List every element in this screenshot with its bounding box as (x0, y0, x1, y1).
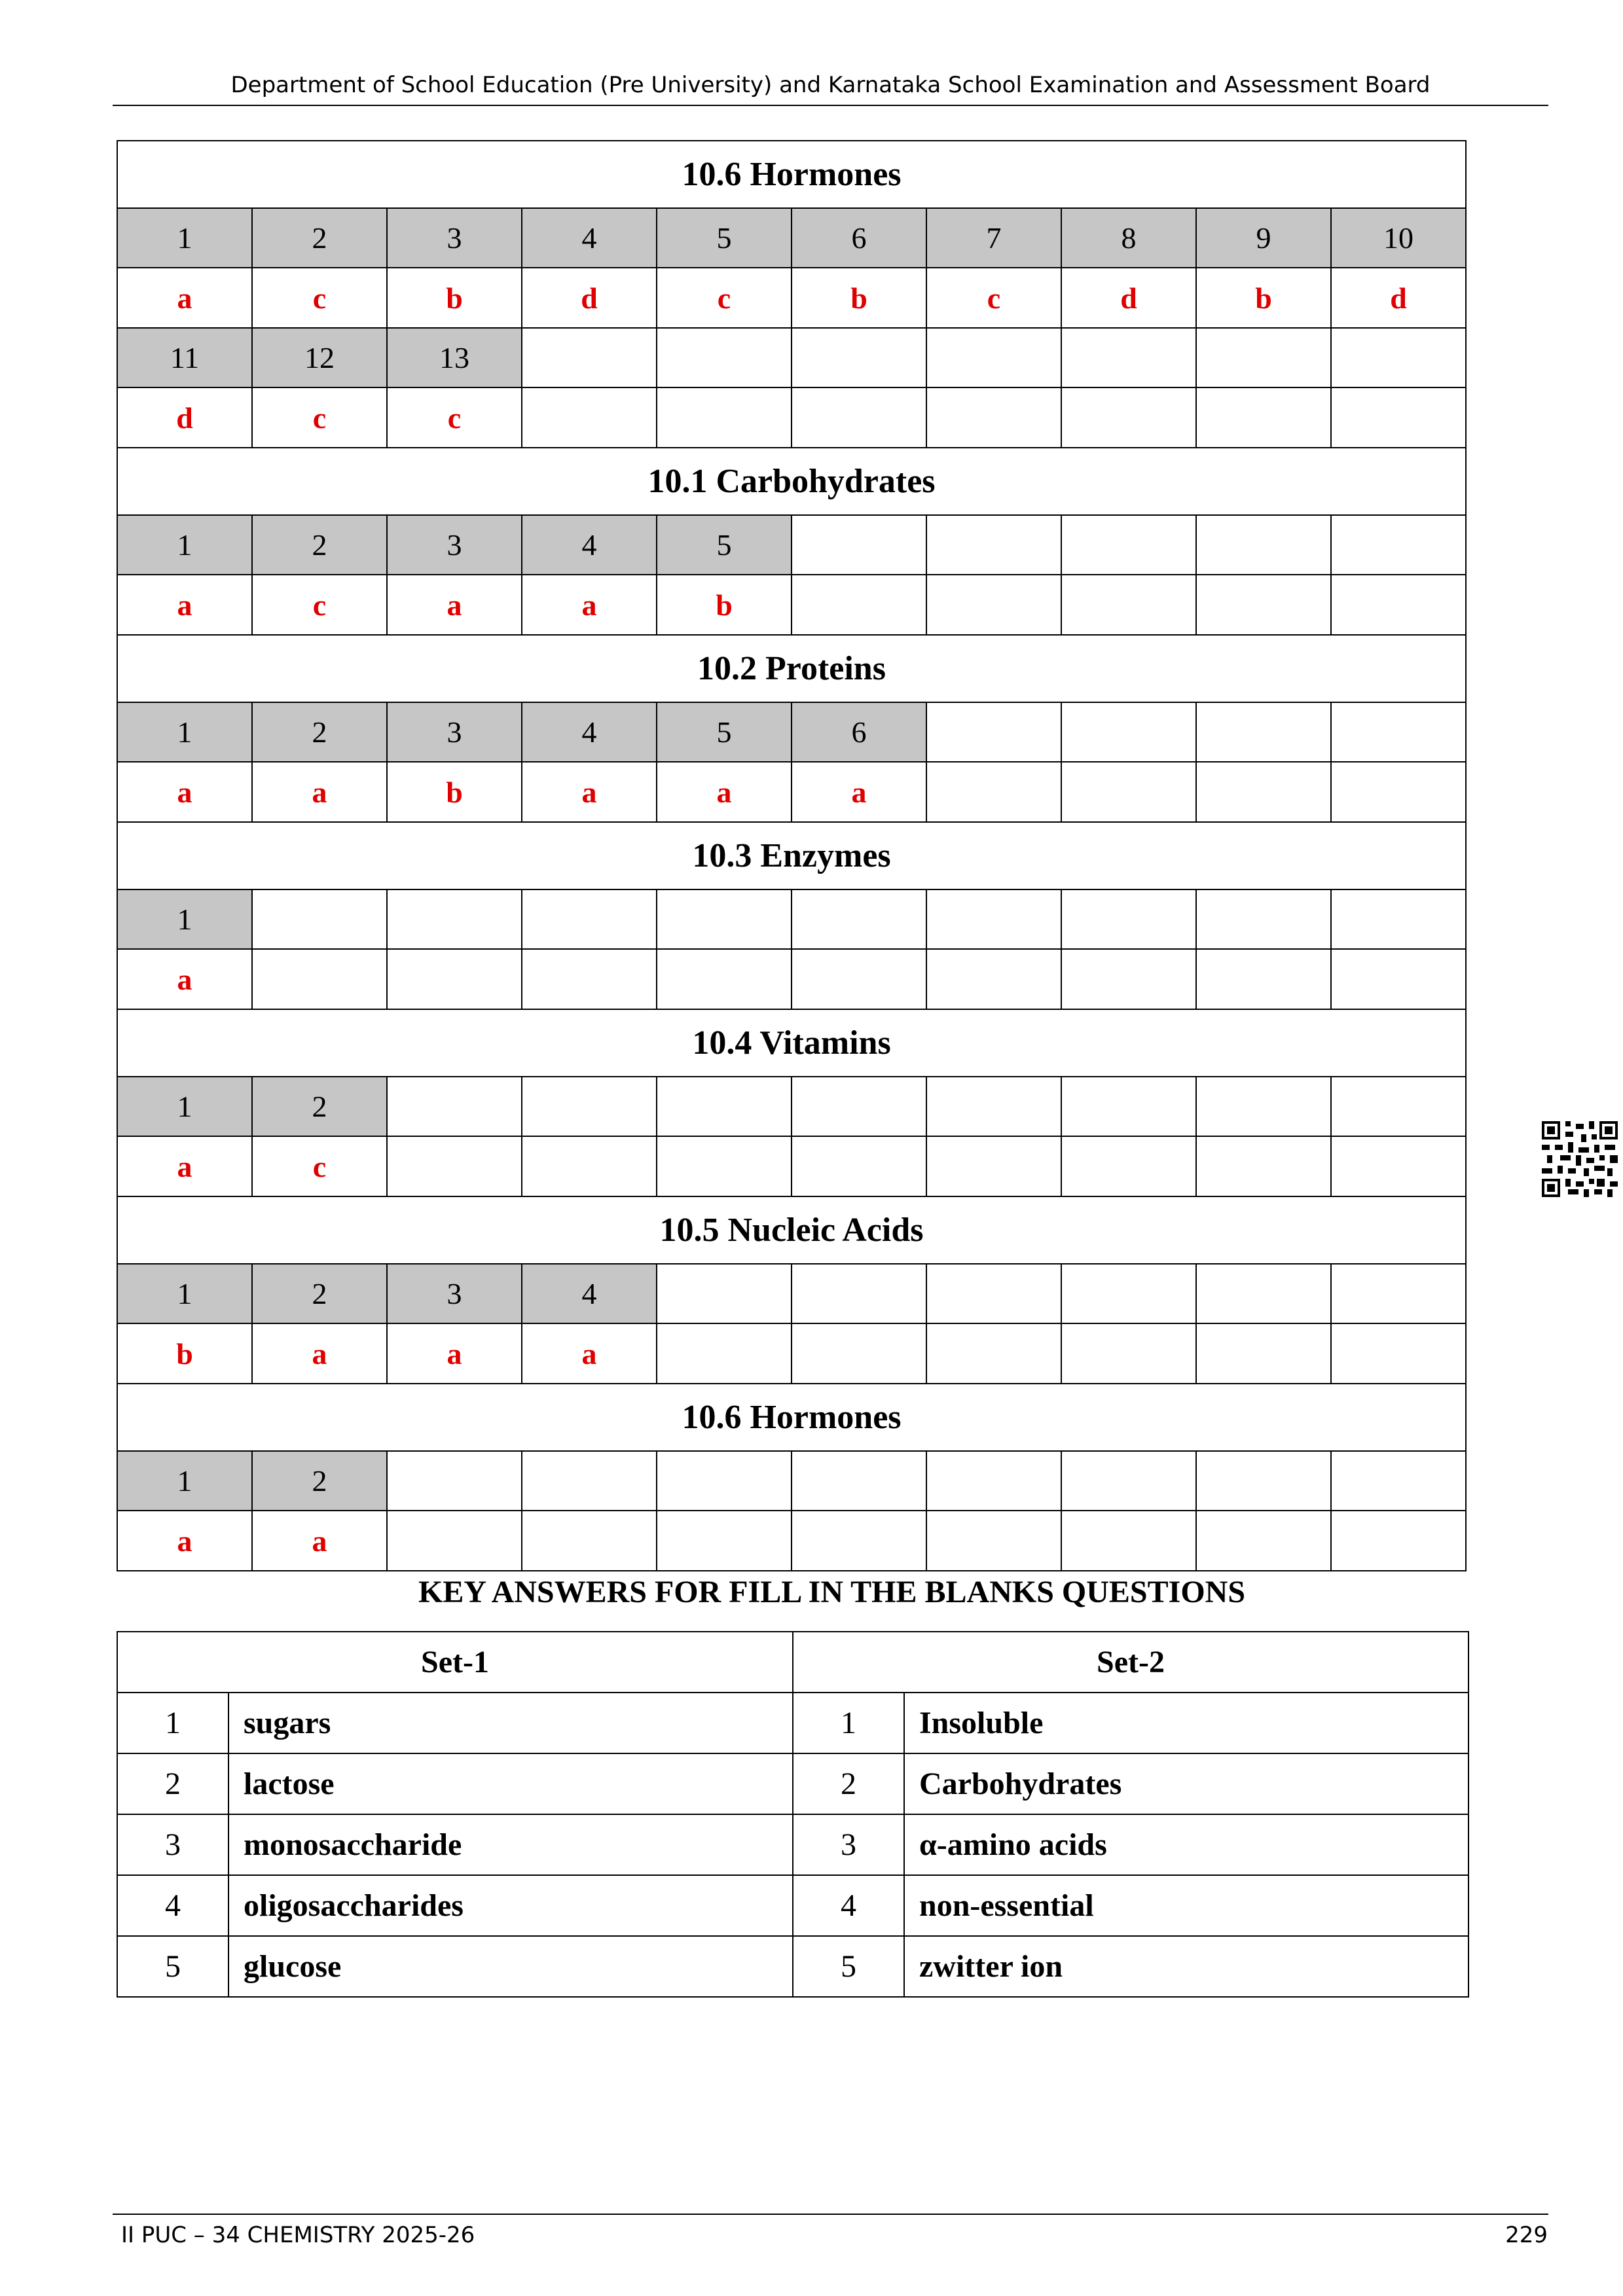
answer-key: d (117, 387, 252, 448)
fill-blanks-title: KEY ANSWERS FOR FILL IN THE BLANKS QUESTIONS (418, 1575, 1246, 1609)
fill-blanks-row (117, 1936, 1468, 1997)
empty-cell (522, 328, 657, 387)
answer-key: b (387, 762, 522, 822)
question-number-row (117, 515, 1466, 575)
set2-number: 5 (793, 1936, 904, 1997)
question-number-row (117, 1264, 1466, 1323)
empty-cell (926, 1323, 1061, 1384)
answer-key: b (1196, 268, 1331, 328)
answer-key: c (387, 387, 522, 448)
empty-cell (657, 328, 792, 387)
question-number: 1 (117, 889, 252, 949)
section-title: 10.6 Hormones (117, 141, 1466, 208)
empty-cell (1196, 515, 1331, 575)
empty-cell (1331, 1323, 1466, 1384)
answer-key: b (117, 1323, 252, 1384)
fill-blanks-header-row (117, 1632, 1468, 1693)
answer-key: a (117, 1511, 252, 1571)
empty-cell (1061, 515, 1196, 575)
fill-blanks-row (117, 1693, 1468, 1753)
empty-cell (1061, 1323, 1196, 1384)
empty-cell (926, 515, 1061, 575)
question-number-row (117, 1451, 1466, 1511)
set2-answer: Insoluble (904, 1693, 1468, 1753)
question-number: 2 (252, 208, 387, 268)
section-title: 10.4 Vitamins (117, 1009, 1466, 1077)
answer-key: a (117, 1136, 252, 1196)
question-number-row (117, 889, 1466, 949)
set1-number: 1 (117, 1693, 228, 1753)
empty-cell (522, 889, 657, 949)
empty-cell (1196, 762, 1331, 822)
fill-blanks-table (117, 1631, 1469, 1998)
answer-key: a (117, 268, 252, 328)
question-number: 5 (657, 208, 792, 268)
empty-cell (657, 1136, 792, 1196)
empty-cell (1331, 1077, 1466, 1136)
answer-key: a (522, 762, 657, 822)
page-header (113, 0, 1548, 106)
empty-cell (1331, 328, 1466, 387)
question-number: 5 (657, 702, 792, 762)
answer-key: a (117, 949, 252, 1009)
answer-row (117, 1511, 1466, 1571)
empty-cell (926, 328, 1061, 387)
answer-key: b (657, 575, 792, 635)
answer-row (117, 575, 1466, 635)
set2-number: 2 (793, 1753, 904, 1814)
answer-key: a (387, 575, 522, 635)
empty-cell (1196, 328, 1331, 387)
empty-cell (926, 1511, 1061, 1571)
answer-key: c (252, 268, 387, 328)
set2-number: 3 (793, 1814, 904, 1875)
set1-number: 4 (117, 1875, 228, 1936)
set2-answer: non-essential (904, 1875, 1468, 1936)
footer-rule (113, 2214, 1548, 2215)
question-number: 2 (252, 1451, 387, 1511)
header-text: Department of School Education (Pre University) and Karnataka School Examination and Assessment Board (230, 72, 1431, 98)
empty-cell (926, 949, 1061, 1009)
set1-header: Set-1 (117, 1632, 793, 1693)
empty-cell (522, 387, 657, 448)
empty-cell (792, 949, 926, 1009)
set1-number: 2 (117, 1753, 228, 1814)
question-number: 1 (117, 1077, 252, 1136)
empty-cell (657, 1323, 792, 1384)
empty-cell (1331, 1136, 1466, 1196)
answer-key: c (926, 268, 1061, 328)
empty-cell (657, 1451, 792, 1511)
empty-cell (387, 1077, 522, 1136)
empty-cell (926, 387, 1061, 448)
empty-cell (792, 1264, 926, 1323)
set1-answer: sugars (228, 1693, 793, 1753)
footer-course: II PUC – 34 CHEMISTRY 2025-26 (121, 2222, 475, 2248)
empty-cell (1196, 575, 1331, 635)
empty-cell (1331, 387, 1466, 448)
set1-answer: glucose (228, 1936, 793, 1997)
section-title-row (117, 141, 1466, 208)
fill-blanks-row (117, 1875, 1468, 1936)
empty-cell (1061, 575, 1196, 635)
empty-cell (1196, 702, 1331, 762)
question-number: 3 (387, 515, 522, 575)
answer-key: d (522, 268, 657, 328)
answer-key: a (252, 762, 387, 822)
question-number: 1 (117, 208, 252, 268)
empty-cell (926, 1136, 1061, 1196)
empty-cell (1196, 1077, 1331, 1136)
answer-key: a (522, 575, 657, 635)
question-number: 6 (792, 208, 926, 268)
question-number: 8 (1061, 208, 1196, 268)
mcq-answer-table (117, 140, 1467, 1571)
empty-cell (792, 889, 926, 949)
set1-number: 5 (117, 1936, 228, 1997)
answer-row (117, 762, 1466, 822)
set2-answer: Carbohydrates (904, 1753, 1468, 1814)
section-title-row (117, 448, 1466, 515)
question-number: 5 (657, 515, 792, 575)
question-number: 11 (117, 328, 252, 387)
answer-key: a (792, 762, 926, 822)
fill-blanks-row (117, 1753, 1468, 1814)
answer-row (117, 1323, 1466, 1384)
set2-number: 1 (793, 1693, 904, 1753)
answer-key: d (1061, 268, 1196, 328)
empty-cell (1331, 575, 1466, 635)
section-title-row (117, 822, 1466, 889)
answer-row (117, 949, 1466, 1009)
answer-key: a (117, 762, 252, 822)
question-number: 3 (387, 208, 522, 268)
empty-cell (792, 387, 926, 448)
empty-cell (792, 328, 926, 387)
question-number: 4 (522, 1264, 657, 1323)
empty-cell (1331, 762, 1466, 822)
question-number: 2 (252, 1077, 387, 1136)
empty-cell (1196, 387, 1331, 448)
empty-cell (657, 1264, 792, 1323)
empty-cell (387, 1511, 522, 1571)
question-number: 3 (387, 702, 522, 762)
empty-cell (1196, 949, 1331, 1009)
empty-cell (387, 1136, 522, 1196)
empty-cell (1061, 1264, 1196, 1323)
set2-answer: α-amino acids (904, 1814, 1468, 1875)
empty-cell (926, 762, 1061, 822)
section-title: 10.3 Enzymes (117, 822, 1466, 889)
section-title: 10.2 Proteins (117, 635, 1466, 702)
answer-key: d (1331, 268, 1466, 328)
empty-cell (1331, 1451, 1466, 1511)
answer-key: a (522, 1323, 657, 1384)
question-number-row (117, 328, 1466, 387)
question-number: 1 (117, 1451, 252, 1511)
section-title-row (117, 1196, 1466, 1264)
empty-cell (792, 1451, 926, 1511)
question-number: 2 (252, 515, 387, 575)
question-number: 7 (926, 208, 1061, 268)
question-number: 3 (387, 1264, 522, 1323)
answer-key: c (657, 268, 792, 328)
empty-cell (1331, 949, 1466, 1009)
empty-cell (657, 949, 792, 1009)
answer-key: c (252, 575, 387, 635)
empty-cell (1061, 889, 1196, 949)
section-title-row (117, 1384, 1466, 1451)
section-title: 10.1 Carbohydrates (117, 448, 1466, 515)
question-number: 12 (252, 328, 387, 387)
section-title: 10.5 Nucleic Acids (117, 1196, 1466, 1264)
empty-cell (792, 1077, 926, 1136)
empty-cell (926, 1077, 1061, 1136)
answer-key: a (252, 1323, 387, 1384)
empty-cell (926, 575, 1061, 635)
empty-cell (792, 1323, 926, 1384)
empty-cell (1331, 1511, 1466, 1571)
question-number: 6 (792, 702, 926, 762)
question-number: 1 (117, 1264, 252, 1323)
answer-key: a (387, 1323, 522, 1384)
question-number: 4 (522, 702, 657, 762)
question-number-row (117, 1077, 1466, 1136)
empty-cell (926, 1264, 1061, 1323)
empty-cell (657, 1077, 792, 1136)
question-number-row (117, 702, 1466, 762)
empty-cell (926, 1451, 1061, 1511)
answer-key: b (387, 268, 522, 328)
set2-answer: zwitter ion (904, 1936, 1468, 1997)
answer-key: a (117, 575, 252, 635)
empty-cell (1061, 328, 1196, 387)
empty-cell (1061, 762, 1196, 822)
question-number-row (117, 208, 1466, 268)
empty-cell (792, 575, 926, 635)
empty-cell (1061, 1451, 1196, 1511)
empty-cell (657, 889, 792, 949)
empty-cell (252, 889, 387, 949)
set1-answer: lactose (228, 1753, 793, 1814)
empty-cell (1196, 1136, 1331, 1196)
empty-cell (1331, 515, 1466, 575)
empty-cell (522, 949, 657, 1009)
empty-cell (792, 1136, 926, 1196)
question-number: 1 (117, 702, 252, 762)
empty-cell (926, 889, 1061, 949)
empty-cell (1061, 387, 1196, 448)
set1-answer: monosaccharide (228, 1814, 793, 1875)
empty-cell (387, 949, 522, 1009)
question-number: 1 (117, 515, 252, 575)
set1-answer: oligosaccharides (228, 1875, 793, 1936)
empty-cell (1061, 949, 1196, 1009)
section-title-row (117, 1009, 1466, 1077)
empty-cell (1061, 1511, 1196, 1571)
empty-cell (1196, 1323, 1331, 1384)
empty-cell (522, 1077, 657, 1136)
page-number: 229 (1505, 2222, 1548, 2248)
answer-key: a (252, 1511, 387, 1571)
set2-header: Set-2 (793, 1632, 1468, 1693)
empty-cell (1196, 889, 1331, 949)
question-number: 9 (1196, 208, 1331, 268)
answer-row (117, 387, 1466, 448)
question-number: 13 (387, 328, 522, 387)
empty-cell (1061, 1077, 1196, 1136)
answer-key: c (252, 387, 387, 448)
empty-cell (1196, 1264, 1331, 1323)
empty-cell (1196, 1511, 1331, 1571)
empty-cell (252, 949, 387, 1009)
empty-cell (387, 1451, 522, 1511)
question-number: 2 (252, 1264, 387, 1323)
empty-cell (657, 1511, 792, 1571)
empty-cell (1331, 1264, 1466, 1323)
answer-row (117, 268, 1466, 328)
empty-cell (1331, 889, 1466, 949)
answer-key: c (252, 1136, 387, 1196)
set1-number: 3 (117, 1814, 228, 1875)
empty-cell (522, 1451, 657, 1511)
empty-cell (792, 515, 926, 575)
empty-cell (1331, 702, 1466, 762)
empty-cell (1061, 1136, 1196, 1196)
question-number: 4 (522, 515, 657, 575)
empty-cell (792, 1511, 926, 1571)
empty-cell (926, 702, 1061, 762)
fill-blanks-row (117, 1814, 1468, 1875)
set2-number: 4 (793, 1875, 904, 1936)
section-title: 10.6 Hormones (117, 1384, 1466, 1451)
section-title-row (117, 635, 1466, 702)
question-number: 2 (252, 702, 387, 762)
empty-cell (1196, 1451, 1331, 1511)
empty-cell (657, 387, 792, 448)
answer-key: a (657, 762, 792, 822)
empty-cell (522, 1136, 657, 1196)
answer-key: b (792, 268, 926, 328)
qr-code-icon (1542, 1121, 1618, 1197)
empty-cell (1061, 702, 1196, 762)
empty-cell (522, 1511, 657, 1571)
question-number: 4 (522, 208, 657, 268)
question-number: 10 (1331, 208, 1466, 268)
empty-cell (387, 889, 522, 949)
answer-row (117, 1136, 1466, 1196)
